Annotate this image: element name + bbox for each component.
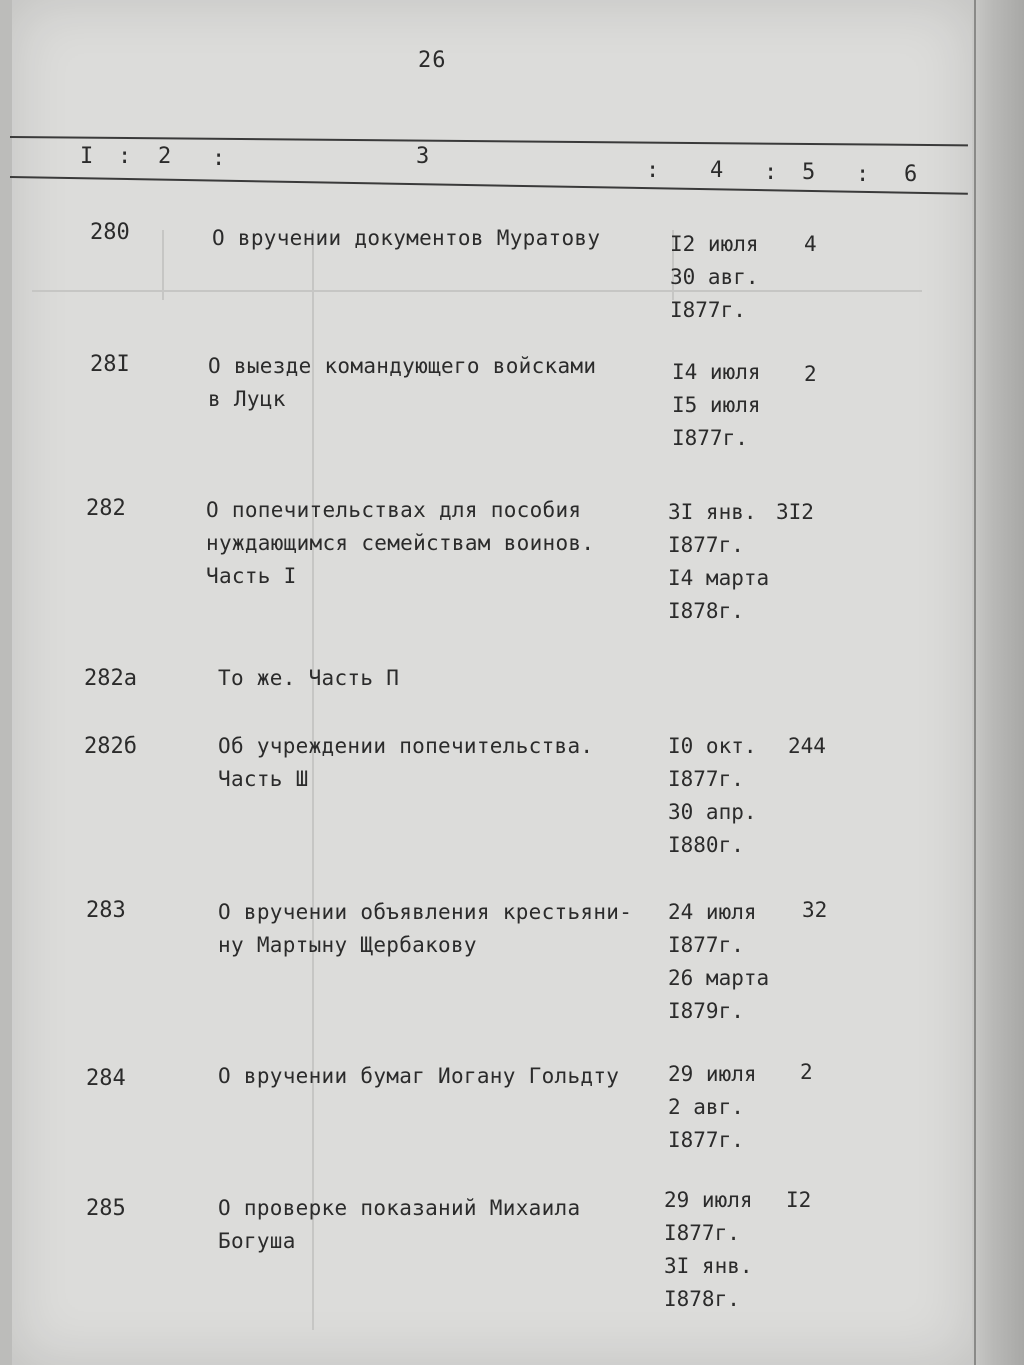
column-header-4: 4 bbox=[710, 158, 724, 183]
record-title bbox=[218, 662, 399, 695]
record-title-line: Часть I bbox=[206, 564, 297, 588]
column-separator: : bbox=[212, 146, 226, 171]
record-title-line: О вручении бумаг Иогану Гольдту bbox=[218, 1064, 620, 1088]
record-date-line: I877г. bbox=[668, 533, 744, 557]
record-title bbox=[206, 494, 594, 593]
record-sheet-count: 244 bbox=[788, 734, 826, 758]
record-date-line: I877г. bbox=[672, 426, 748, 450]
record-dates bbox=[668, 896, 769, 1028]
record-date-line: I878г. bbox=[664, 1287, 740, 1311]
column-header-3: 3 bbox=[416, 144, 430, 169]
column-header-6: 6 bbox=[904, 162, 918, 187]
column-header-5: 5 bbox=[802, 160, 816, 185]
record-title-line: ну Мартыну Щербакову bbox=[218, 933, 477, 957]
page-edge-line bbox=[974, 0, 976, 1365]
record-number: 284 bbox=[86, 1066, 126, 1091]
record-title-line: О попечительствах для пособия bbox=[206, 498, 582, 522]
record-sheet-count: 32 bbox=[802, 898, 828, 922]
record-date-line: I877г. bbox=[670, 298, 746, 322]
record-date-line: I877г. bbox=[668, 1128, 744, 1152]
column-header-1: I bbox=[80, 144, 94, 169]
ghost-rule bbox=[32, 290, 922, 292]
column-header-2: 2 bbox=[158, 144, 172, 169]
record-date-line: I880г. bbox=[668, 833, 744, 857]
record-date-line: I877г. bbox=[668, 933, 744, 957]
record-date-line: 26 марта bbox=[668, 966, 770, 990]
record-number: 283 bbox=[86, 898, 126, 923]
record-date-line: 24 июля bbox=[668, 900, 757, 924]
record-title-line: О выезде командующего войсками bbox=[208, 354, 597, 378]
column-separator: : bbox=[646, 158, 660, 183]
record-date-line: 29 июля bbox=[664, 1188, 753, 1212]
record-sheet-count: 4 bbox=[804, 232, 817, 256]
record-title bbox=[208, 350, 596, 416]
record-title-line: в Луцк bbox=[208, 387, 286, 411]
record-date-line: 29 июля bbox=[668, 1062, 757, 1086]
page-number: 26 bbox=[418, 48, 447, 73]
record-title-line: Об учреждении попечительства. bbox=[218, 734, 594, 758]
record-title-line: Богуша bbox=[218, 1229, 296, 1253]
record-sheet-count: 2 bbox=[804, 362, 817, 386]
record-title-line: То же. Часть П bbox=[218, 666, 400, 690]
record-sheet-count: 2 bbox=[800, 1060, 813, 1084]
record-date-line: I0 окт. bbox=[668, 734, 757, 758]
record-title bbox=[212, 222, 600, 255]
record-date-line: 30 авг. bbox=[670, 265, 759, 289]
record-date-line: 3I янв. bbox=[668, 500, 757, 524]
record-dates bbox=[668, 496, 769, 628]
record-number: 282б bbox=[84, 734, 137, 759]
record-number: 28I bbox=[90, 352, 130, 377]
record-title bbox=[218, 1060, 619, 1093]
record-title-line: О вручении объявления крестьяни- bbox=[218, 900, 633, 924]
record-date-line: I879г. bbox=[668, 999, 744, 1023]
record-title-line: Часть Ш bbox=[218, 767, 309, 791]
record-date-line: I877г. bbox=[664, 1221, 740, 1245]
record-title bbox=[218, 730, 593, 796]
record-date-line: I877г. bbox=[668, 767, 744, 791]
record-number: 282 bbox=[86, 496, 126, 521]
record-title bbox=[218, 1192, 580, 1258]
record-date-line: I5 июля bbox=[672, 393, 761, 417]
record-sheet-count: 3I2 bbox=[776, 500, 814, 524]
column-separator: : bbox=[764, 160, 778, 185]
column-separator: : bbox=[856, 162, 870, 187]
record-dates bbox=[668, 730, 757, 862]
record-date-line: 2 авг. bbox=[668, 1095, 744, 1119]
record-date-line: I4 июля bbox=[672, 360, 761, 384]
record-date-line: 3I янв. bbox=[664, 1254, 753, 1278]
record-title-line: О проверке показаний Михаила bbox=[218, 1196, 581, 1220]
record-number: 285 bbox=[86, 1196, 126, 1221]
record-number: 282а bbox=[84, 666, 137, 691]
record-title-line: О вручении документов Муратову bbox=[212, 226, 601, 250]
record-sheet-count: I2 bbox=[786, 1188, 812, 1212]
left-page-edge bbox=[0, 0, 12, 1365]
record-dates bbox=[672, 356, 761, 455]
record-number: 280 bbox=[90, 220, 130, 245]
record-date-line: I878г. bbox=[668, 599, 744, 623]
next-page-edge bbox=[972, 0, 1024, 1365]
column-separator: : bbox=[118, 144, 132, 169]
record-dates bbox=[664, 1184, 753, 1316]
record-title-line: нуждающимся семействам воинов. bbox=[206, 531, 595, 555]
record-title bbox=[218, 896, 632, 962]
record-date-line: 30 апр. bbox=[668, 800, 757, 824]
record-date-line: I2 июля bbox=[670, 232, 759, 256]
record-dates bbox=[670, 228, 759, 327]
record-dates bbox=[668, 1058, 757, 1157]
record-date-line: I4 марта bbox=[668, 566, 770, 590]
